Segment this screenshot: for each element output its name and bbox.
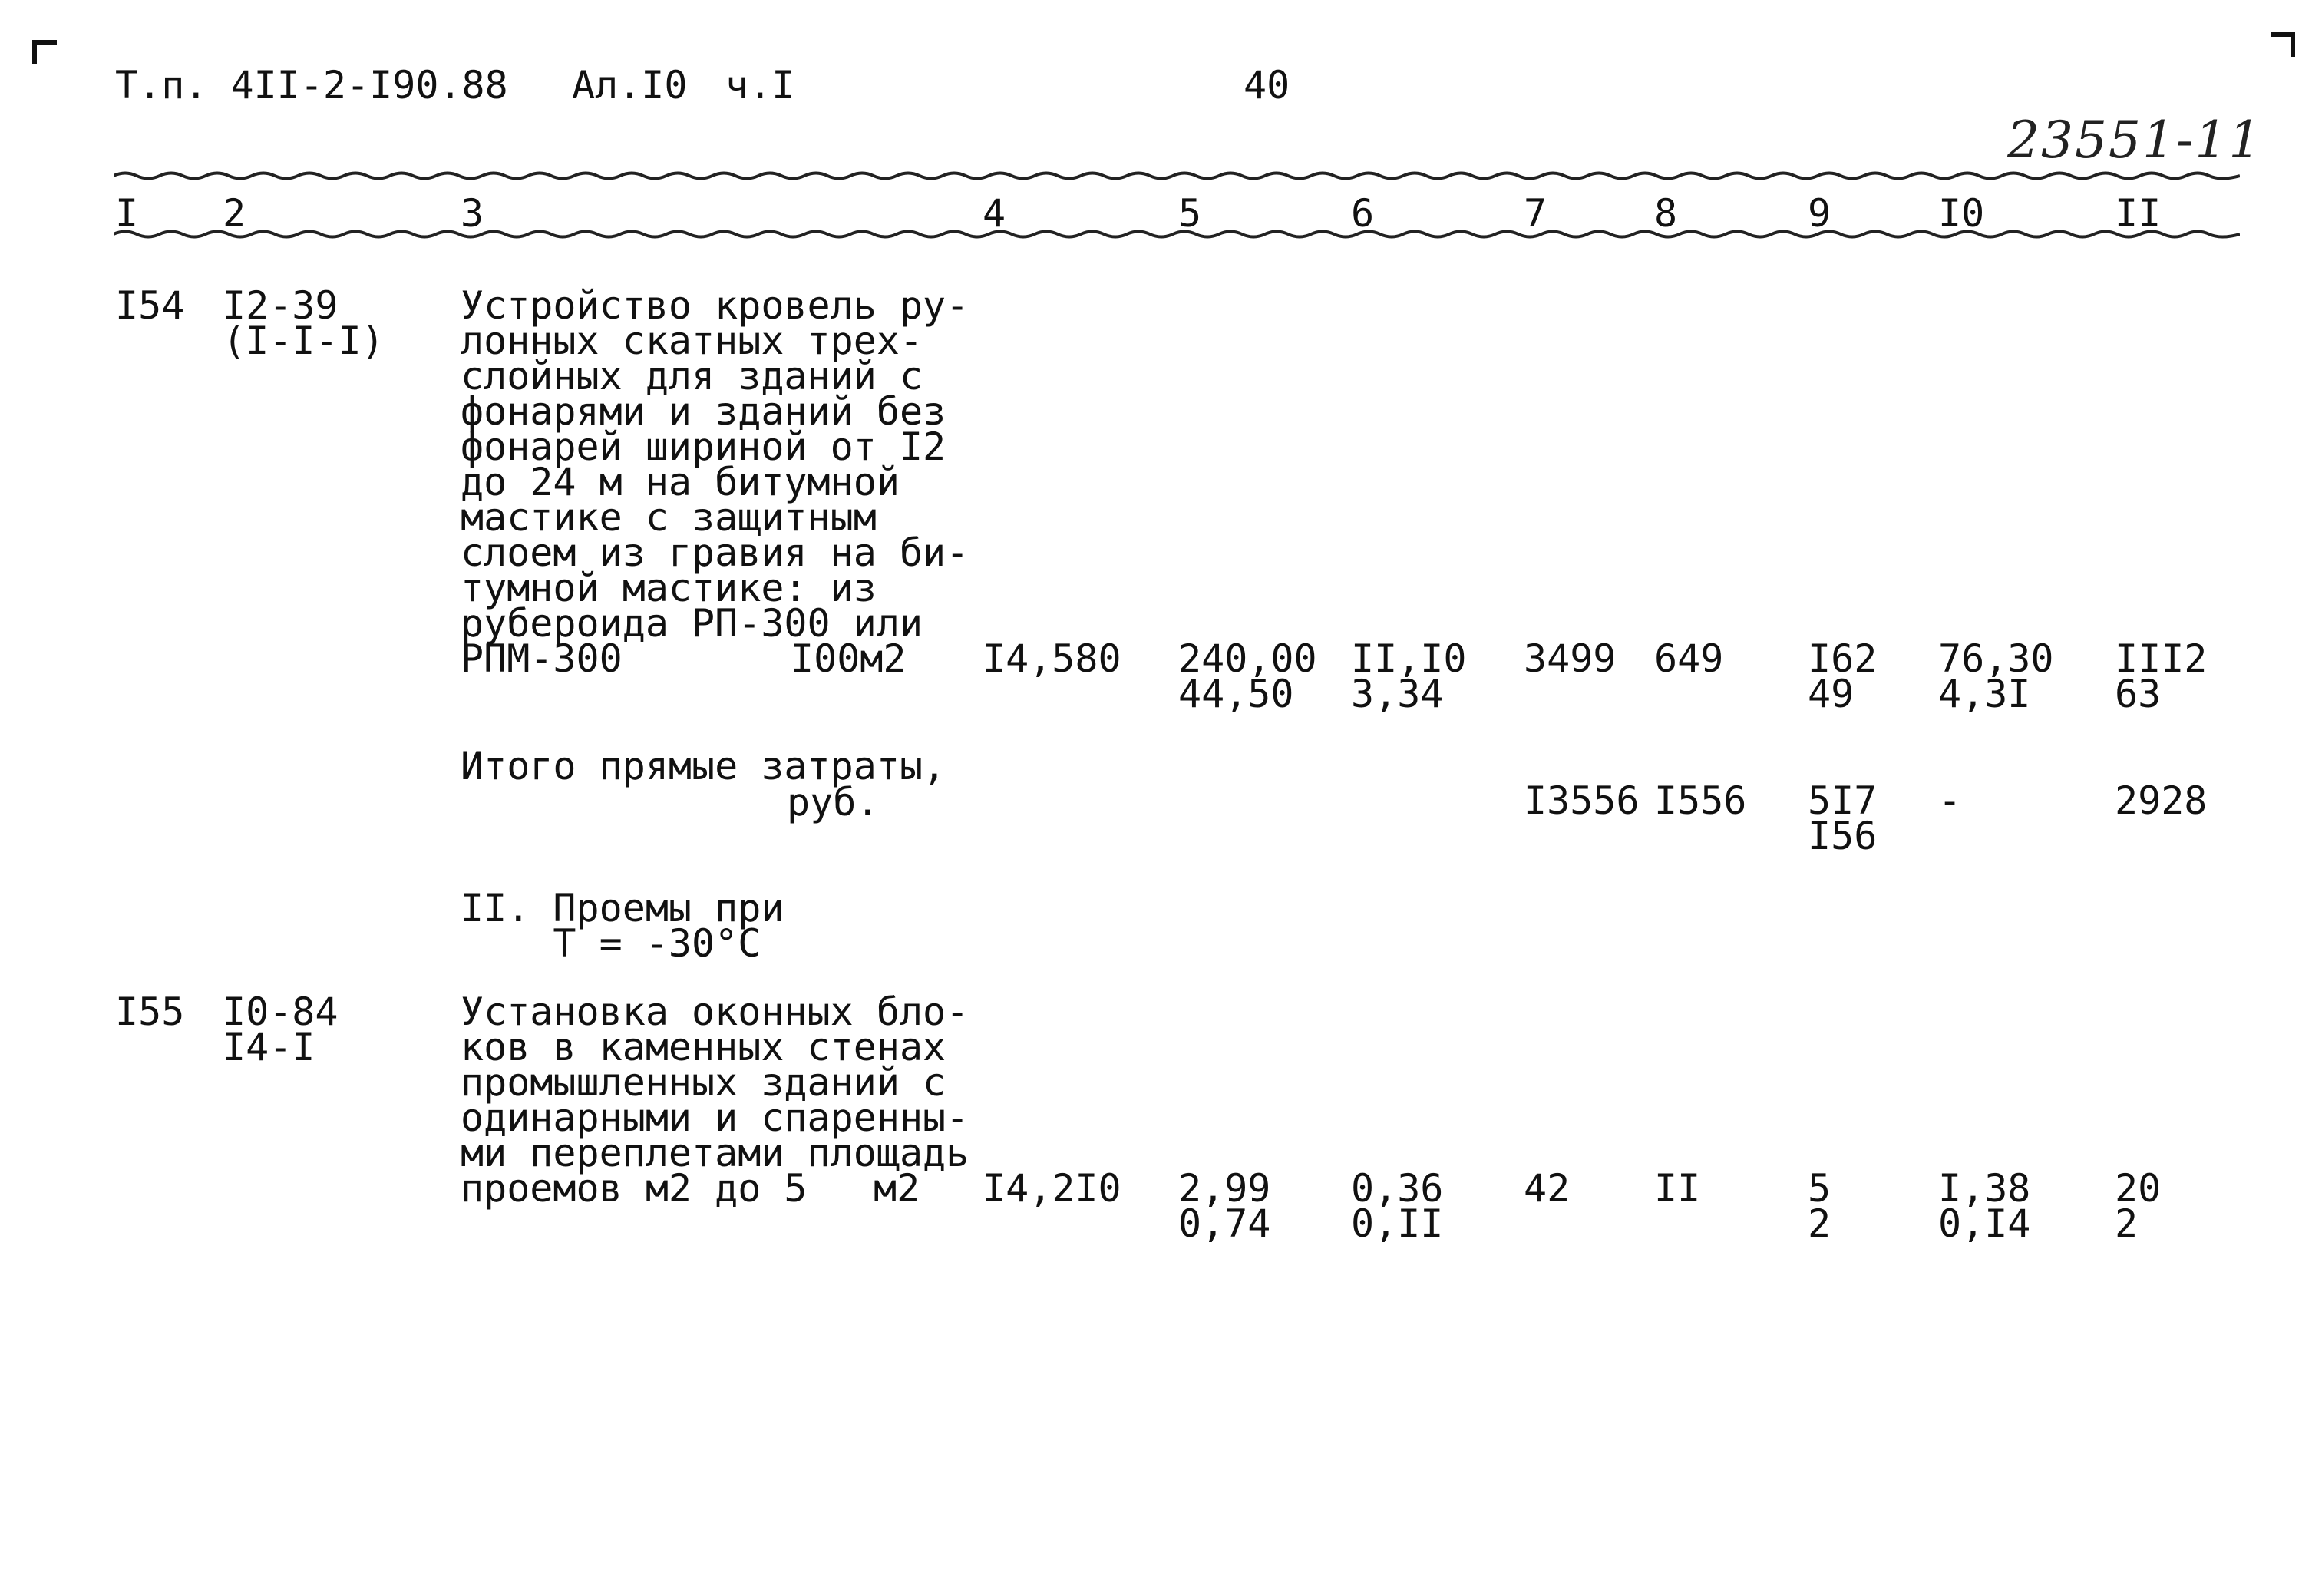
header-rule bbox=[114, 227, 2240, 241]
subtotal-col10: - bbox=[1938, 778, 1962, 823]
rate-code: I2-39 (I-I-I) bbox=[223, 283, 385, 363]
subtotal-unit: руб. bbox=[787, 780, 880, 824]
row-number: I54 bbox=[115, 283, 185, 328]
col-header-10: I0 bbox=[1938, 191, 1985, 236]
col-header-4: 4 bbox=[983, 191, 1006, 236]
page-number: 40 bbox=[1244, 63, 1290, 107]
cell-col11: III2 63 bbox=[2115, 636, 2208, 716]
corner-mark-right bbox=[2271, 32, 2295, 57]
row-number: I55 bbox=[115, 990, 185, 1034]
cell-col7: 42 bbox=[1524, 1166, 1571, 1211]
subtotal-col9: 5I7 I56 bbox=[1808, 778, 1878, 858]
unit-of-measure: м2 bbox=[874, 1166, 920, 1211]
subtotal-col8: I556 bbox=[1654, 778, 1747, 823]
corner-mark-left bbox=[32, 40, 57, 64]
col-header-3: 3 bbox=[461, 191, 484, 236]
unit-cost: 240,00 44,50 bbox=[1178, 636, 1317, 716]
col-header-7: 7 bbox=[1524, 191, 1547, 236]
cell-col9: 5 2 bbox=[1808, 1166, 1831, 1246]
unit-of-measure: I00м2 bbox=[791, 636, 907, 681]
album-number: Ал.I0 bbox=[572, 63, 688, 107]
col-header-5: 5 bbox=[1178, 191, 1202, 236]
doc-reference: Т.п. 4II-2-I90.88 bbox=[115, 63, 508, 107]
col-header-11: II bbox=[2115, 191, 2162, 236]
subtotal-label: Итого прямые затраты, bbox=[461, 744, 946, 788]
col-header-1: I bbox=[115, 191, 139, 236]
subtotal-col11: 2928 bbox=[2115, 778, 2208, 823]
cell-col11: 20 2 bbox=[2115, 1166, 2162, 1246]
col-header-8: 8 bbox=[1654, 191, 1678, 236]
col-header-9: 9 bbox=[1808, 191, 1831, 236]
cell-col6: 0,36 0,II bbox=[1351, 1166, 1444, 1246]
handwritten-inventory-number: 23551-11 bbox=[2007, 111, 2263, 170]
col-header-2: 2 bbox=[223, 191, 246, 236]
part-number: ч.I bbox=[725, 63, 795, 107]
cell-col9: I62 49 bbox=[1808, 636, 1878, 716]
quantity: I4,580 bbox=[983, 636, 1121, 681]
unit-cost: 2,99 0,74 bbox=[1178, 1166, 1271, 1246]
col-header-6: 6 bbox=[1351, 191, 1375, 236]
work-description: Устройство кровель ру- лонных скатных трех- слойных для зданий с фонарями и зданий без фонарей шириной от I2 до 24 м на битумной мастике с защитным слоем из гравия на би- тумной мастике: из рубероида РП-300 или РПМ-300 bbox=[461, 283, 969, 681]
cell-col7: 3499 bbox=[1524, 636, 1617, 681]
cell-col8: 649 bbox=[1654, 636, 1724, 681]
cell-col8: II bbox=[1654, 1166, 1701, 1211]
rate-code: I0-84 I4-I bbox=[223, 990, 339, 1069]
work-description: Установка оконных бло- ков в каменных стенах промышленных зданий с одинарными и спаренны- ми переплетами площадь проемов м2 до 5 bbox=[461, 990, 969, 1211]
quantity: I4,2I0 bbox=[983, 1166, 1121, 1211]
cell-col10: 76,30 4,3I bbox=[1938, 636, 2054, 716]
cell-col10: I,38 0,I4 bbox=[1938, 1166, 2031, 1246]
section-heading: II. Проемы при Т = -30°С bbox=[461, 886, 784, 966]
cell-col6: II,I0 3,34 bbox=[1351, 636, 1467, 716]
subtotal-col7: I3556 bbox=[1524, 778, 1640, 823]
top-rule bbox=[114, 169, 2240, 183]
